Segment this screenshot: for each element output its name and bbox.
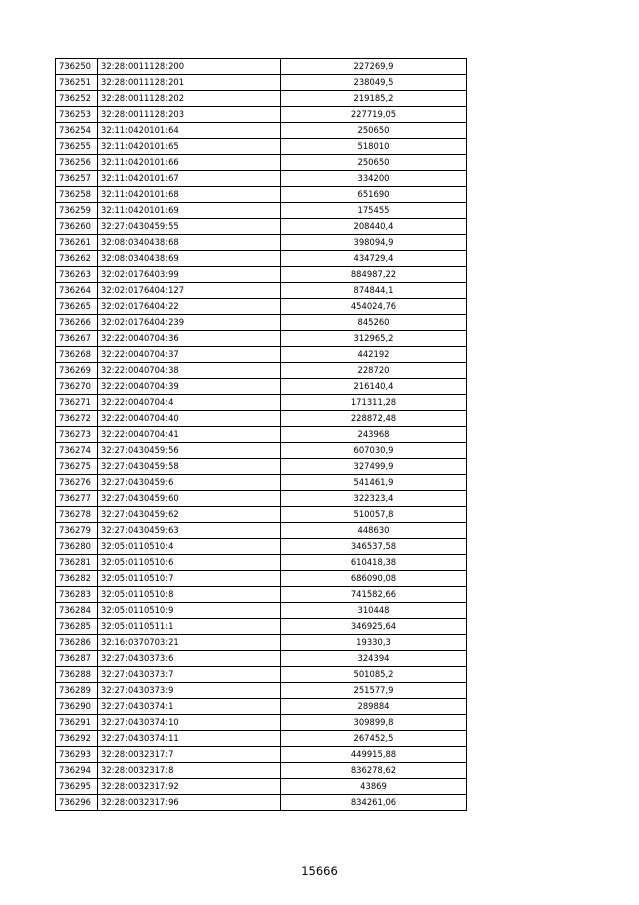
- value-cell: 227269,9: [281, 59, 467, 75]
- value-cell: 171311,28: [281, 395, 467, 411]
- page-number: 15666: [301, 864, 338, 878]
- record-id-cell: 736265: [56, 299, 98, 315]
- table-row: [56, 555, 467, 571]
- record-id-cell: 736291: [56, 715, 98, 731]
- table-row: [56, 395, 467, 411]
- cadastral-number-cell: 32:22:0040704:39: [98, 379, 281, 395]
- table-row: [56, 603, 467, 619]
- cadastral-number-cell: 32:27:0430459:56: [98, 443, 281, 459]
- table-row: [56, 251, 467, 267]
- cadastral-number-cell: 32:28:0011128:200: [98, 59, 281, 75]
- record-id-cell: 736253: [56, 107, 98, 123]
- value-cell: 845260: [281, 315, 467, 331]
- cadastral-number-cell: 32:02:0176404:239: [98, 315, 281, 331]
- cadastral-number-cell: 32:27:0430374:1: [98, 699, 281, 715]
- value-cell: 219185,2: [281, 91, 467, 107]
- value-cell: 442192: [281, 347, 467, 363]
- value-cell: 334200: [281, 171, 467, 187]
- cadastral-number-cell: 32:11:0420101:65: [98, 139, 281, 155]
- record-id-cell: 736287: [56, 651, 98, 667]
- cadastral-number-cell: 32:05:0110510:9: [98, 603, 281, 619]
- record-id-cell: 736264: [56, 283, 98, 299]
- table-row: [56, 283, 467, 299]
- value-cell: 243968: [281, 427, 467, 443]
- value-cell: 227719,05: [281, 107, 467, 123]
- value-cell: 19330,3: [281, 635, 467, 651]
- value-cell: 510057,8: [281, 507, 467, 523]
- table-row: [56, 731, 467, 747]
- record-id-cell: 736251: [56, 75, 98, 91]
- table-row: [56, 219, 467, 235]
- table-row: [56, 75, 467, 91]
- value-cell: 312965,2: [281, 331, 467, 347]
- table-row: [56, 443, 467, 459]
- table-row: [56, 491, 467, 507]
- record-id-cell: 736267: [56, 331, 98, 347]
- cadastral-number-cell: 32:27:0430459:62: [98, 507, 281, 523]
- record-id-cell: 736279: [56, 523, 98, 539]
- table-row: [56, 619, 467, 635]
- value-cell: 175455: [281, 203, 467, 219]
- value-cell: 518010: [281, 139, 467, 155]
- value-cell: 310448: [281, 603, 467, 619]
- cadastral-number-cell: 32:27:0430459:60: [98, 491, 281, 507]
- record-id-cell: 736290: [56, 699, 98, 715]
- cadastral-number-cell: 32:11:0420101:69: [98, 203, 281, 219]
- table-row: [56, 747, 467, 763]
- value-cell: 324394: [281, 651, 467, 667]
- table-row: [56, 331, 467, 347]
- cadastral-number-cell: 32:02:0176403:99: [98, 267, 281, 283]
- cadastral-number-cell: 32:02:0176404:127: [98, 283, 281, 299]
- cadastral-number-cell: 32:22:0040704:40: [98, 411, 281, 427]
- cadastral-number-cell: 32:27:0430374:11: [98, 731, 281, 747]
- table-row: [56, 459, 467, 475]
- cadastral-number-cell: 32:08:0340438:69: [98, 251, 281, 267]
- cadastral-number-cell: 32:27:0430373:9: [98, 683, 281, 699]
- value-cell: 884987,22: [281, 267, 467, 283]
- record-id-cell: 736295: [56, 779, 98, 795]
- record-id-cell: 736275: [56, 459, 98, 475]
- value-cell: 651690: [281, 187, 467, 203]
- value-cell: 686090,08: [281, 571, 467, 587]
- record-id-cell: 736272: [56, 411, 98, 427]
- record-id-cell: 736289: [56, 683, 98, 699]
- table-row: [56, 267, 467, 283]
- cadastral-number-cell: 32:11:0420101:68: [98, 187, 281, 203]
- cadastral-number-cell: 32:11:0420101:66: [98, 155, 281, 171]
- record-id-cell: 736278: [56, 507, 98, 523]
- table-row: [56, 715, 467, 731]
- value-cell: 448630: [281, 523, 467, 539]
- table-row: [56, 299, 467, 315]
- value-cell: 309899,8: [281, 715, 467, 731]
- value-cell: 251577,9: [281, 683, 467, 699]
- record-id-cell: 736282: [56, 571, 98, 587]
- cadastral-number-cell: 32:11:0420101:64: [98, 123, 281, 139]
- record-id-cell: 736259: [56, 203, 98, 219]
- cadastral-number-cell: 32:27:0430459:55: [98, 219, 281, 235]
- record-id-cell: 736262: [56, 251, 98, 267]
- value-cell: 208440,4: [281, 219, 467, 235]
- data-table: [55, 58, 467, 811]
- value-cell: 346925,64: [281, 619, 467, 635]
- value-cell: 346537,58: [281, 539, 467, 555]
- record-id-cell: 736276: [56, 475, 98, 491]
- table-row: [56, 635, 467, 651]
- value-cell: 449915,88: [281, 747, 467, 763]
- cadastral-number-cell: 32:22:0040704:4: [98, 395, 281, 411]
- table-row: [56, 91, 467, 107]
- value-cell: 874844,1: [281, 283, 467, 299]
- record-id-cell: 736274: [56, 443, 98, 459]
- cadastral-number-cell: 32:27:0430373:7: [98, 667, 281, 683]
- table-row: [56, 683, 467, 699]
- table-row: [56, 379, 467, 395]
- table-row: [56, 171, 467, 187]
- record-id-cell: 736255: [56, 139, 98, 155]
- cadastral-number-cell: 32:05:0110510:4: [98, 539, 281, 555]
- value-cell: 501085,2: [281, 667, 467, 683]
- table-row: [56, 507, 467, 523]
- value-cell: 289884: [281, 699, 467, 715]
- table-row: [56, 347, 467, 363]
- cadastral-number-cell: 32:22:0040704:38: [98, 363, 281, 379]
- table-row: [56, 363, 467, 379]
- table-row: [56, 235, 467, 251]
- record-id-cell: 736292: [56, 731, 98, 747]
- record-id-cell: 736258: [56, 187, 98, 203]
- record-id-cell: 736296: [56, 795, 98, 811]
- cadastral-number-cell: 32:28:0032317:96: [98, 795, 281, 811]
- table-row: [56, 107, 467, 123]
- record-id-cell: 736285: [56, 619, 98, 635]
- record-id-cell: 736261: [56, 235, 98, 251]
- cadastral-number-cell: 32:08:0340438:68: [98, 235, 281, 251]
- record-id-cell: 736288: [56, 667, 98, 683]
- value-cell: 322323,4: [281, 491, 467, 507]
- table-row: [56, 203, 467, 219]
- cadastral-number-cell: 32:05:0110510:8: [98, 587, 281, 603]
- cadastral-number-cell: 32:11:0420101:67: [98, 171, 281, 187]
- value-cell: 541461,9: [281, 475, 467, 491]
- value-cell: 216140,4: [281, 379, 467, 395]
- cadastral-number-cell: 32:27:0430459:63: [98, 523, 281, 539]
- record-id-cell: 736286: [56, 635, 98, 651]
- cadastral-number-cell: 32:28:0011128:203: [98, 107, 281, 123]
- cadastral-number-cell: 32:22:0040704:37: [98, 347, 281, 363]
- record-id-cell: 736269: [56, 363, 98, 379]
- cadastral-number-cell: 32:28:0032317:7: [98, 747, 281, 763]
- cadastral-number-cell: 32:27:0430459:6: [98, 475, 281, 491]
- record-id-cell: 736266: [56, 315, 98, 331]
- value-cell: 610418,38: [281, 555, 467, 571]
- value-cell: 250650: [281, 123, 467, 139]
- record-id-cell: 736283: [56, 587, 98, 603]
- cadastral-number-cell: 32:22:0040704:36: [98, 331, 281, 347]
- record-id-cell: 736256: [56, 155, 98, 171]
- cadastral-number-cell: 32:05:0110511:1: [98, 619, 281, 635]
- value-cell: 238049,5: [281, 75, 467, 91]
- cadastral-number-cell: 32:22:0040704:41: [98, 427, 281, 443]
- table-row: [56, 123, 467, 139]
- value-cell: 327499,9: [281, 459, 467, 475]
- record-id-cell: 736260: [56, 219, 98, 235]
- value-cell: 398094,9: [281, 235, 467, 251]
- table-row: [56, 587, 467, 603]
- record-id-cell: 736250: [56, 59, 98, 75]
- table-body: [56, 59, 467, 811]
- value-cell: 834261,06: [281, 795, 467, 811]
- cadastral-number-cell: 32:27:0430373:6: [98, 651, 281, 667]
- cadastral-number-cell: 32:16:0370703:21: [98, 635, 281, 651]
- table-row: [56, 187, 467, 203]
- table-row: [56, 139, 467, 155]
- table-row: [56, 795, 467, 811]
- record-id-cell: 736257: [56, 171, 98, 187]
- table-row: [56, 539, 467, 555]
- value-cell: 250650: [281, 155, 467, 171]
- table-row: [56, 427, 467, 443]
- record-id-cell: 736252: [56, 91, 98, 107]
- value-cell: 228720: [281, 363, 467, 379]
- record-id-cell: 736273: [56, 427, 98, 443]
- record-id-cell: 736271: [56, 395, 98, 411]
- table-row: [56, 411, 467, 427]
- value-cell: 454024,76: [281, 299, 467, 315]
- record-id-cell: 736294: [56, 763, 98, 779]
- value-cell: 836278,62: [281, 763, 467, 779]
- value-cell: 43869: [281, 779, 467, 795]
- cadastral-number-cell: 32:28:0032317:8: [98, 763, 281, 779]
- record-id-cell: 736270: [56, 379, 98, 395]
- record-id-cell: 736268: [56, 347, 98, 363]
- cadastral-number-cell: 32:28:0011128:201: [98, 75, 281, 91]
- record-id-cell: 736281: [56, 555, 98, 571]
- cadastral-number-cell: 32:05:0110510:6: [98, 555, 281, 571]
- table-row: [56, 779, 467, 795]
- record-id-cell: 736293: [56, 747, 98, 763]
- table-row: [56, 667, 467, 683]
- table-row: [56, 315, 467, 331]
- table-row: [56, 699, 467, 715]
- record-id-cell: 736284: [56, 603, 98, 619]
- table-row: [56, 763, 467, 779]
- value-cell: 434729,4: [281, 251, 467, 267]
- cadastral-number-cell: 32:28:0011128:202: [98, 91, 281, 107]
- record-id-cell: 736263: [56, 267, 98, 283]
- table-row: [56, 523, 467, 539]
- cadastral-number-cell: 32:27:0430459:58: [98, 459, 281, 475]
- cadastral-number-cell: 32:05:0110510:7: [98, 571, 281, 587]
- value-cell: 741582,66: [281, 587, 467, 603]
- value-cell: 228872,48: [281, 411, 467, 427]
- cadastral-number-cell: 32:02:0176404:22: [98, 299, 281, 315]
- record-id-cell: 736277: [56, 491, 98, 507]
- table-row: [56, 571, 467, 587]
- table-row: [56, 475, 467, 491]
- cadastral-number-cell: 32:28:0032317:92: [98, 779, 281, 795]
- record-id-cell: 736254: [56, 123, 98, 139]
- record-id-cell: 736280: [56, 539, 98, 555]
- value-cell: 607030,9: [281, 443, 467, 459]
- table-row: [56, 59, 467, 75]
- cadastral-number-cell: 32:27:0430374:10: [98, 715, 281, 731]
- table-row: [56, 155, 467, 171]
- value-cell: 267452,5: [281, 731, 467, 747]
- table-row: [56, 651, 467, 667]
